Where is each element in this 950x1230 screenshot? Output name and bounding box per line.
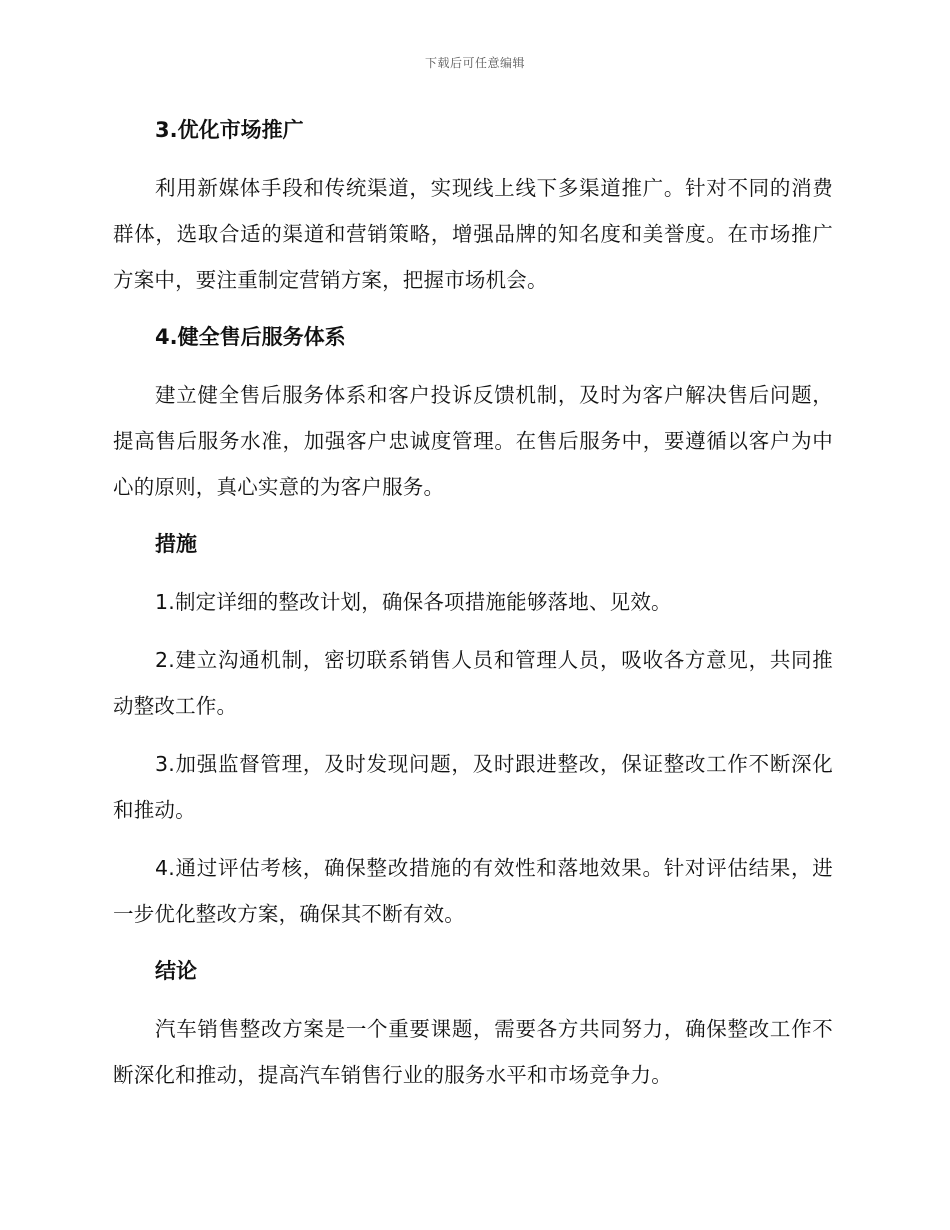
section-after-sales (113, 315, 833, 510)
section-conclusion (113, 949, 833, 1098)
document-body (113, 108, 833, 1098)
section-heading: 3.优化市场推广 (155, 118, 304, 142)
section-heading: 结论 (155, 959, 197, 983)
list-item: 3.加强监督管理，及时发现问题，及时跟进整改，保证整改工作不断深化和推动。 (113, 752, 833, 822)
section-market-promotion (113, 108, 833, 303)
paragraph: 建立健全售后服务体系和客户投诉反馈机制，及时为客户解决售后问题，提高售后服务水准，加强客户忠诚度管理。在售后服务中，要遵循以客户为中心的原则，真心实意的为客户服务。 (113, 383, 833, 499)
list-item: 4.通过评估考核，确保整改措施的有效性和落地效果。针对评估结果，进一步优化整改方案，确保其不断有效。 (113, 856, 833, 926)
section-heading: 措施 (155, 532, 197, 556)
section-measures (113, 522, 833, 937)
list-item: 1.制定详细的整改计划，确保各项措施能够落地、见效。 (155, 590, 672, 614)
paragraph: 利用新媒体手段和传统渠道，实现线上线下多渠道推广。针对不同的消费群体，选取合适的渠道和营销策略，增强品牌的知名度和美誉度。在市场推广方案中，要注重制定营销方案，把握市场机会。 (113, 176, 833, 292)
section-heading: 4.健全售后服务体系 (155, 325, 346, 349)
paragraph: 汽车销售整改方案是一个重要课题，需要各方共同努力，确保整改工作不断深化和推动，提高汽车销售行业的服务水平和市场竞争力。 (113, 1017, 833, 1087)
list-item: 2.建立沟通机制，密切联系销售人员和管理人员，吸收各方意见，共同推动整改工作。 (113, 648, 833, 718)
header-note: 下载后可任意编辑 (424, 56, 525, 70)
